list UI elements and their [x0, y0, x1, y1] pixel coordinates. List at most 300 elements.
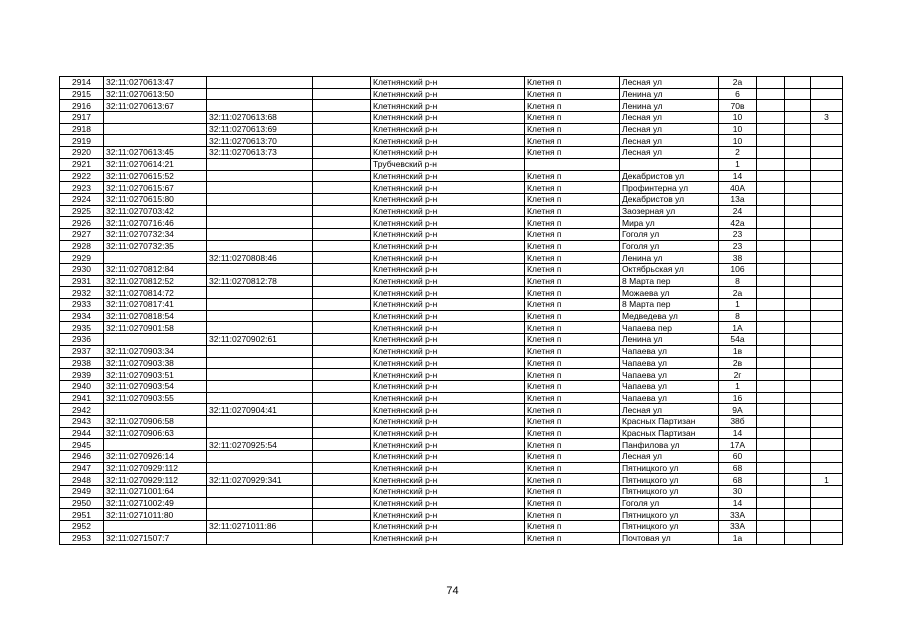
cell-row-number: 2928 [60, 240, 104, 252]
cell-extra-column-2 [785, 369, 811, 381]
cell-extra-column-2 [785, 427, 811, 439]
cell-row-number: 2938 [60, 357, 104, 369]
cell-district: Клетнянский р-н [371, 205, 525, 217]
cell-extra-column-3 [811, 345, 843, 357]
cell-blank-column [313, 334, 371, 346]
cell-row-number: 2936 [60, 334, 104, 346]
table-row [60, 404, 843, 416]
cell-extra-column-1 [757, 357, 785, 369]
cell-house-number: 60 [719, 451, 757, 463]
cell-street: Пятницкого ул [620, 509, 719, 521]
cell-street: Почтовая ул [620, 532, 719, 544]
cell-linked-cadastral-number [207, 322, 313, 334]
cell-extra-column-1 [757, 404, 785, 416]
cell-linked-cadastral-number [207, 310, 313, 322]
cell-extra-column-3 [811, 182, 843, 194]
cell-settlement: Клетня п [525, 451, 620, 463]
cell-linked-cadastral-number [207, 88, 313, 100]
cell-row-number: 2924 [60, 193, 104, 205]
cell-row-number: 2916 [60, 100, 104, 112]
cell-settlement: Клетня п [525, 100, 620, 112]
cell-extra-column-2 [785, 240, 811, 252]
cell-settlement: Клетня п [525, 462, 620, 474]
cell-extra-column-2 [785, 439, 811, 451]
cell-house-number: 42а [719, 217, 757, 229]
cell-blank-column [313, 299, 371, 311]
cell-row-number: 2920 [60, 147, 104, 159]
cell-house-number: 68 [719, 462, 757, 474]
cell-street: Чапаева ул [620, 392, 719, 404]
cell-row-number: 2931 [60, 275, 104, 287]
cell-district: Трубчевский р-н [371, 158, 525, 170]
cell-extra-column-1 [757, 427, 785, 439]
cell-district: Клетнянский р-н [371, 88, 525, 100]
cell-linked-cadastral-number: 32:11:0270929:341 [207, 474, 313, 486]
cell-settlement: Клетня п [525, 532, 620, 544]
cell-extra-column-1 [757, 182, 785, 194]
cell-extra-column-3 [811, 334, 843, 346]
cell-settlement: Клетня п [525, 427, 620, 439]
cell-linked-cadastral-number [207, 158, 313, 170]
cell-extra-column-3 [811, 205, 843, 217]
cell-district: Клетнянский р-н [371, 299, 525, 311]
cell-district: Клетнянский р-н [371, 521, 525, 533]
cell-extra-column-1 [757, 112, 785, 124]
cell-street: Декабристов ул [620, 170, 719, 182]
cell-cadastral-number: 32:11:0270901:58 [104, 322, 207, 334]
cell-extra-column-2 [785, 193, 811, 205]
table-row [60, 392, 843, 404]
table-row [60, 77, 843, 89]
cell-house-number: 13а [719, 193, 757, 205]
cell-house-number: 10 [719, 123, 757, 135]
cell-extra-column-1 [757, 310, 785, 322]
cell-cadastral-number: 32:11:0270613:67 [104, 100, 207, 112]
cell-blank-column [313, 112, 371, 124]
cell-settlement: Клетня п [525, 439, 620, 451]
cell-district: Клетнянский р-н [371, 147, 525, 159]
registry-table-body [60, 77, 843, 545]
cell-settlement: Клетня п [525, 497, 620, 509]
cell-settlement: Клетня п [525, 135, 620, 147]
cell-row-number: 2927 [60, 228, 104, 240]
cell-linked-cadastral-number [207, 486, 313, 498]
cell-district: Клетнянский р-н [371, 392, 525, 404]
cell-street: Лесная ул [620, 135, 719, 147]
cell-settlement: Клетня п [525, 299, 620, 311]
cell-cadastral-number: 32:11:0270703:42 [104, 205, 207, 217]
cell-extra-column-3 [811, 240, 843, 252]
cell-street: Можаева ул [620, 287, 719, 299]
cell-row-number: 2933 [60, 299, 104, 311]
cell-blank-column [313, 392, 371, 404]
table-row [60, 451, 843, 463]
cell-blank-column [313, 252, 371, 264]
cell-extra-column-1 [757, 77, 785, 89]
cell-row-number: 2944 [60, 427, 104, 439]
cell-street: Лесная ул [620, 451, 719, 463]
cell-street: Чапаева ул [620, 357, 719, 369]
cell-row-number: 2934 [60, 310, 104, 322]
page-number: 74 [446, 585, 459, 597]
cell-extra-column-3 [811, 193, 843, 205]
cell-street: Лесная ул [620, 123, 719, 135]
cell-extra-column-3 [811, 369, 843, 381]
cell-district: Клетнянский р-н [371, 427, 525, 439]
cell-extra-column-1 [757, 88, 785, 100]
cell-settlement: Клетня п [525, 205, 620, 217]
cell-linked-cadastral-number [207, 228, 313, 240]
cell-settlement [525, 158, 620, 170]
cell-row-number: 2926 [60, 217, 104, 229]
table-row [60, 345, 843, 357]
cell-district: Клетнянский р-н [371, 252, 525, 264]
cell-district: Клетнянский р-н [371, 509, 525, 521]
table-row [60, 369, 843, 381]
cell-extra-column-3 [811, 123, 843, 135]
cell-extra-column-1 [757, 334, 785, 346]
cell-street [620, 158, 719, 170]
cell-extra-column-3 [811, 427, 843, 439]
cell-row-number: 2947 [60, 462, 104, 474]
cell-district: Клетнянский р-н [371, 439, 525, 451]
cell-settlement: Клетня п [525, 380, 620, 392]
cell-extra-column-1 [757, 532, 785, 544]
table-row [60, 240, 843, 252]
cell-district: Клетнянский р-н [371, 404, 525, 416]
cell-settlement: Клетня п [525, 392, 620, 404]
cell-settlement: Клетня п [525, 193, 620, 205]
cell-house-number: 30 [719, 486, 757, 498]
cell-row-number: 2915 [60, 88, 104, 100]
cell-extra-column-2 [785, 532, 811, 544]
cell-extra-column-3 [811, 100, 843, 112]
cell-extra-column-1 [757, 205, 785, 217]
cell-blank-column [313, 439, 371, 451]
cell-cadastral-number: 32:11:0270613:50 [104, 88, 207, 100]
cell-blank-column [313, 147, 371, 159]
table-row [60, 299, 843, 311]
registry-table [59, 76, 843, 545]
cell-blank-column [313, 275, 371, 287]
cell-extra-column-2 [785, 217, 811, 229]
table-row [60, 100, 843, 112]
cell-settlement: Клетня п [525, 486, 620, 498]
cell-cadastral-number: 32:11:0270812:52 [104, 275, 207, 287]
cell-district: Клетнянский р-н [371, 228, 525, 240]
cell-extra-column-3 [811, 275, 843, 287]
cell-extra-column-3 [811, 380, 843, 392]
cell-row-number: 2950 [60, 497, 104, 509]
cell-linked-cadastral-number [207, 299, 313, 311]
cell-extra-column-3 [811, 509, 843, 521]
cell-blank-column [313, 497, 371, 509]
cell-linked-cadastral-number [207, 532, 313, 544]
cell-row-number: 2917 [60, 112, 104, 124]
cell-cadastral-number [104, 439, 207, 451]
cell-extra-column-1 [757, 509, 785, 521]
cell-extra-column-2 [785, 205, 811, 217]
cell-extra-column-2 [785, 357, 811, 369]
table-row [60, 357, 843, 369]
cell-street: Пятницкого ул [620, 474, 719, 486]
cell-street: Лесная ул [620, 404, 719, 416]
table-row [60, 310, 843, 322]
cell-blank-column [313, 532, 371, 544]
cell-extra-column-3: 3 [811, 112, 843, 124]
cell-row-number: 2945 [60, 439, 104, 451]
cell-extra-column-3 [811, 228, 843, 240]
cell-extra-column-2 [785, 497, 811, 509]
cell-settlement: Клетня п [525, 77, 620, 89]
cell-street: Ленина ул [620, 100, 719, 112]
cell-district: Клетнянский р-н [371, 322, 525, 334]
cell-extra-column-3 [811, 299, 843, 311]
cell-house-number: 17А [719, 439, 757, 451]
cell-settlement: Клетня п [525, 112, 620, 124]
cell-extra-column-1 [757, 193, 785, 205]
cell-house-number: 10 [719, 112, 757, 124]
cell-blank-column [313, 451, 371, 463]
cell-house-number: 9А [719, 404, 757, 416]
cell-district: Клетнянский р-н [371, 170, 525, 182]
cell-district: Клетнянский р-н [371, 135, 525, 147]
cell-extra-column-2 [785, 322, 811, 334]
cell-extra-column-1 [757, 228, 785, 240]
cell-extra-column-1 [757, 451, 785, 463]
cell-blank-column [313, 509, 371, 521]
cell-house-number: 54а [719, 334, 757, 346]
cell-house-number: 1А [719, 322, 757, 334]
cell-settlement: Клетня п [525, 334, 620, 346]
cell-blank-column [313, 415, 371, 427]
cell-house-number: 38б [719, 415, 757, 427]
cell-row-number: 2948 [60, 474, 104, 486]
cell-settlement: Клетня п [525, 182, 620, 194]
cell-street: Гоголя ул [620, 240, 719, 252]
cell-house-number: 2 [719, 147, 757, 159]
cell-extra-column-2 [785, 182, 811, 194]
cell-extra-column-1 [757, 252, 785, 264]
cell-linked-cadastral-number: 32:11:0271011:86 [207, 521, 313, 533]
cell-blank-column [313, 228, 371, 240]
cell-cadastral-number: 32:11:0270929:112 [104, 474, 207, 486]
cell-district: Клетнянский р-н [371, 486, 525, 498]
cell-linked-cadastral-number: 32:11:0270902:61 [207, 334, 313, 346]
cell-blank-column [313, 158, 371, 170]
cell-cadastral-number [104, 521, 207, 533]
cell-extra-column-3 [811, 451, 843, 463]
table-row [60, 205, 843, 217]
cell-street: Красных Партизан [620, 427, 719, 439]
cell-cadastral-number: 32:11:0270903:55 [104, 392, 207, 404]
cell-blank-column [313, 217, 371, 229]
cell-street: Гоголя ул [620, 497, 719, 509]
cell-extra-column-2 [785, 135, 811, 147]
cell-settlement: Клетня п [525, 228, 620, 240]
cell-row-number: 2942 [60, 404, 104, 416]
cell-extra-column-3 [811, 392, 843, 404]
cell-cadastral-number: 32:11:0271001:64 [104, 486, 207, 498]
cell-blank-column [313, 380, 371, 392]
cell-linked-cadastral-number: 32:11:0270925:54 [207, 439, 313, 451]
cell-row-number: 2949 [60, 486, 104, 498]
cell-street: Медведева ул [620, 310, 719, 322]
cell-extra-column-1 [757, 287, 785, 299]
table-row [60, 252, 843, 264]
table-row [60, 415, 843, 427]
cell-house-number: 1а [719, 532, 757, 544]
cell-extra-column-1 [757, 147, 785, 159]
cell-blank-column [313, 123, 371, 135]
cell-linked-cadastral-number [207, 345, 313, 357]
cell-cadastral-number: 32:11:0270906:58 [104, 415, 207, 427]
cell-row-number: 2919 [60, 135, 104, 147]
cell-extra-column-2 [785, 310, 811, 322]
cell-linked-cadastral-number [207, 77, 313, 89]
cell-blank-column [313, 240, 371, 252]
cell-street: Чапаева ул [620, 380, 719, 392]
cell-settlement: Клетня п [525, 357, 620, 369]
cell-extra-column-2 [785, 228, 811, 240]
cell-linked-cadastral-number [207, 170, 313, 182]
cell-street: 8 Марта пер [620, 299, 719, 311]
cell-cadastral-number [104, 123, 207, 135]
cell-linked-cadastral-number [207, 451, 313, 463]
cell-row-number: 2943 [60, 415, 104, 427]
cell-cadastral-number: 32:11:0270903:38 [104, 357, 207, 369]
table-row [60, 427, 843, 439]
cell-settlement: Клетня п [525, 240, 620, 252]
cell-street: Панфилова ул [620, 439, 719, 451]
cell-district: Клетнянский р-н [371, 451, 525, 463]
cell-linked-cadastral-number [207, 380, 313, 392]
cell-extra-column-1 [757, 170, 785, 182]
cell-house-number: 14 [719, 170, 757, 182]
cell-row-number: 2921 [60, 158, 104, 170]
cell-district: Клетнянский р-н [371, 380, 525, 392]
cell-extra-column-2 [785, 334, 811, 346]
cell-street: Гоголя ул [620, 228, 719, 240]
cell-cadastral-number: 32:11:0270812:84 [104, 264, 207, 276]
cell-street: Ленина ул [620, 334, 719, 346]
cell-district: Клетнянский р-н [371, 334, 525, 346]
cell-extra-column-2 [785, 451, 811, 463]
cell-row-number: 2923 [60, 182, 104, 194]
cell-house-number: 14 [719, 497, 757, 509]
cell-blank-column [313, 205, 371, 217]
cell-settlement: Клетня п [525, 509, 620, 521]
cell-row-number: 2952 [60, 521, 104, 533]
cell-blank-column [313, 369, 371, 381]
cell-linked-cadastral-number [207, 427, 313, 439]
cell-settlement: Клетня п [525, 252, 620, 264]
cell-blank-column [313, 486, 371, 498]
cell-settlement: Клетня п [525, 369, 620, 381]
cell-linked-cadastral-number [207, 369, 313, 381]
cell-blank-column [313, 521, 371, 533]
cell-cadastral-number: 32:11:0270903:54 [104, 380, 207, 392]
cell-extra-column-3 [811, 439, 843, 451]
table-row [60, 264, 843, 276]
cell-street: Лесная ул [620, 77, 719, 89]
cell-cadastral-number: 32:11:0271507:7 [104, 532, 207, 544]
cell-district: Клетнянский р-н [371, 474, 525, 486]
table-row [60, 123, 843, 135]
cell-settlement: Клетня п [525, 415, 620, 427]
cell-street: Заозерная ул [620, 205, 719, 217]
cell-cadastral-number: 32:11:0270614:21 [104, 158, 207, 170]
cell-linked-cadastral-number: 32:11:0270812:78 [207, 275, 313, 287]
cell-district: Клетнянский р-н [371, 123, 525, 135]
table-row [60, 182, 843, 194]
cell-cadastral-number [104, 334, 207, 346]
cell-blank-column [313, 287, 371, 299]
cell-house-number: 1 [719, 158, 757, 170]
cell-district: Клетнянский р-н [371, 77, 525, 89]
cell-linked-cadastral-number: 32:11:0270613:70 [207, 135, 313, 147]
cell-street: Ленина ул [620, 252, 719, 264]
cell-extra-column-1 [757, 240, 785, 252]
cell-settlement: Клетня п [525, 147, 620, 159]
cell-district: Клетнянский р-н [371, 217, 525, 229]
cell-extra-column-3 [811, 322, 843, 334]
cell-extra-column-1 [757, 380, 785, 392]
cell-extra-column-1 [757, 474, 785, 486]
cell-house-number: 38 [719, 252, 757, 264]
cell-row-number: 2946 [60, 451, 104, 463]
cell-linked-cadastral-number: 32:11:0270613:73 [207, 147, 313, 159]
cell-extra-column-3 [811, 147, 843, 159]
cell-house-number: 8 [719, 310, 757, 322]
cell-extra-column-3 [811, 264, 843, 276]
table-row [60, 462, 843, 474]
cell-settlement: Клетня п [525, 474, 620, 486]
table-row [60, 497, 843, 509]
cell-district: Клетнянский р-н [371, 100, 525, 112]
cell-settlement: Клетня п [525, 217, 620, 229]
cell-settlement: Клетня п [525, 170, 620, 182]
cell-extra-column-3 [811, 310, 843, 322]
cell-extra-column-1 [757, 369, 785, 381]
cell-settlement: Клетня п [525, 345, 620, 357]
cell-extra-column-1 [757, 217, 785, 229]
cell-extra-column-2 [785, 521, 811, 533]
cell-cadastral-number: 32:11:0270615:67 [104, 182, 207, 194]
cell-extra-column-1 [757, 415, 785, 427]
cell-cadastral-number: 32:11:0270615:80 [104, 193, 207, 205]
cell-settlement: Клетня п [525, 275, 620, 287]
cell-cadastral-number: 32:11:0270906:63 [104, 427, 207, 439]
cell-extra-column-3 [811, 77, 843, 89]
cell-cadastral-number: 32:11:0271002:49 [104, 497, 207, 509]
cell-house-number: 2а [719, 287, 757, 299]
cell-cadastral-number: 32:11:0270818:54 [104, 310, 207, 322]
table-row [60, 135, 843, 147]
cell-settlement: Клетня п [525, 521, 620, 533]
cell-extra-column-3 [811, 404, 843, 416]
table-row [60, 334, 843, 346]
cell-extra-column-2 [785, 392, 811, 404]
cell-row-number: 2914 [60, 77, 104, 89]
cell-settlement: Клетня п [525, 404, 620, 416]
cell-blank-column [313, 404, 371, 416]
cell-linked-cadastral-number [207, 264, 313, 276]
cell-extra-column-2 [785, 380, 811, 392]
cell-cadastral-number [104, 404, 207, 416]
cell-house-number: 106 [719, 264, 757, 276]
cell-extra-column-2 [785, 415, 811, 427]
